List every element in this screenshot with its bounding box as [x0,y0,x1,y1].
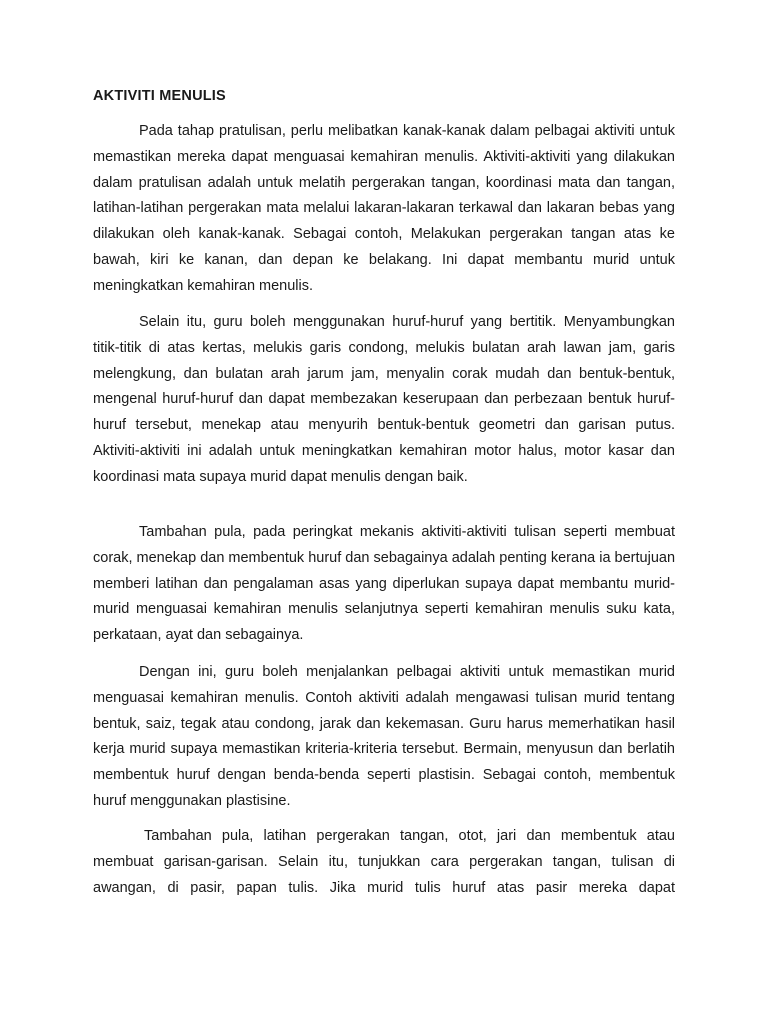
paragraph-3: Tambahan pula, pada peringkat mekanis aktiviti-aktiviti tulisan seperti membuat corak, menekap dan membentuk huruf dan sebagainya adalah penting kerana ia bertujuan memberi latihan dan pengalaman asas yang diperlukan supaya dapat membantu murid-murid menguasai kemahiran menulis selanjutnya seperti kemahiran menulis suku kata, perkataan, ayat dan sebagainya. [93,524,676,644]
paragraph-2-block [93,310,675,491]
paragraph-4: Dengan ini, guru boleh menjalankan pelbagai aktiviti untuk memastikan murid menguasai kemahiran menulis. Contoh aktiviti adalah mengawasi tulisan murid tentang bentuk, saiz, tegak atau condong, jarak dan kekemasan. Guru harus memerhatikan hasil kerja murid supaya memastikan kriteria-kriteria tersebut. Bermain, menyusun dan berlatih membentuk huruf dengan benda-benda seperti plastisin. Sebagai contoh, membentuk huruf menggunakan plastisine. [93,664,675,809]
paragraph-5: Tambahan pula, latihan pergerakan tangan, otot, jari dan membentuk atau membuat garisan-garisan. Selain itu, tunjukkan cara pergerakan tangan, tulisan di awangan, di pasir, papan tulis. Jika murid tulis huruf atas pasir mereka dapat [93,828,675,896]
document-title: AKTIVITI MENULIS [93,88,226,104]
paragraph-1-block [93,119,675,300]
paragraph-4-block [93,660,675,815]
paragraph-1: Pada tahap pratulisan, perlu melibatkan kanak-kanak dalam pelbagai aktiviti untuk memastikan mereka dapat menguasai kemahiran menulis. Aktiviti-aktiviti yang dilakukan dalam pratulisan adalah untuk melatih pergerakan tangan, koordinasi mata dan tangan, latihan-latihan pergerakan mata melalui lakaran-lakaran terkawal dan lakaran bebas yang dilakukan oleh kanak-kanak. Sebagai contoh, Melakukan pergerakan tangan atas ke bawah, kiri ke kanan, dan depan ke belakang. Ini dapat membantu murid untuk meningkatkan kemahiran menulis. [93,123,675,294]
paragraph-3-block [93,520,675,649]
paragraph-2: Selain itu, guru boleh menggunakan huruf-huruf yang bertitik. Menyambungkan titik-titik di atas kertas, melukis garis condong, melukis bulatan arah lawan jam, garis melengkung, dan bulatan arah jarum jam, menyalin corak mudah dan bentuk-bentuk, mengenal huruf-huruf dan dapat membezakan keserupaan dan perbezaan bentuk huruf-huruf tersebut, menekap atau menyurih bentuk-bentuk geometri dan garisan putus. Aktiviti-aktiviti ini adalah untuk meningkatkan kemahiran motor halus, motor kasar dan koordinasi mata supaya murid dapat menulis dengan baik. [93,314,675,485]
paragraph-5-block [93,824,675,901]
